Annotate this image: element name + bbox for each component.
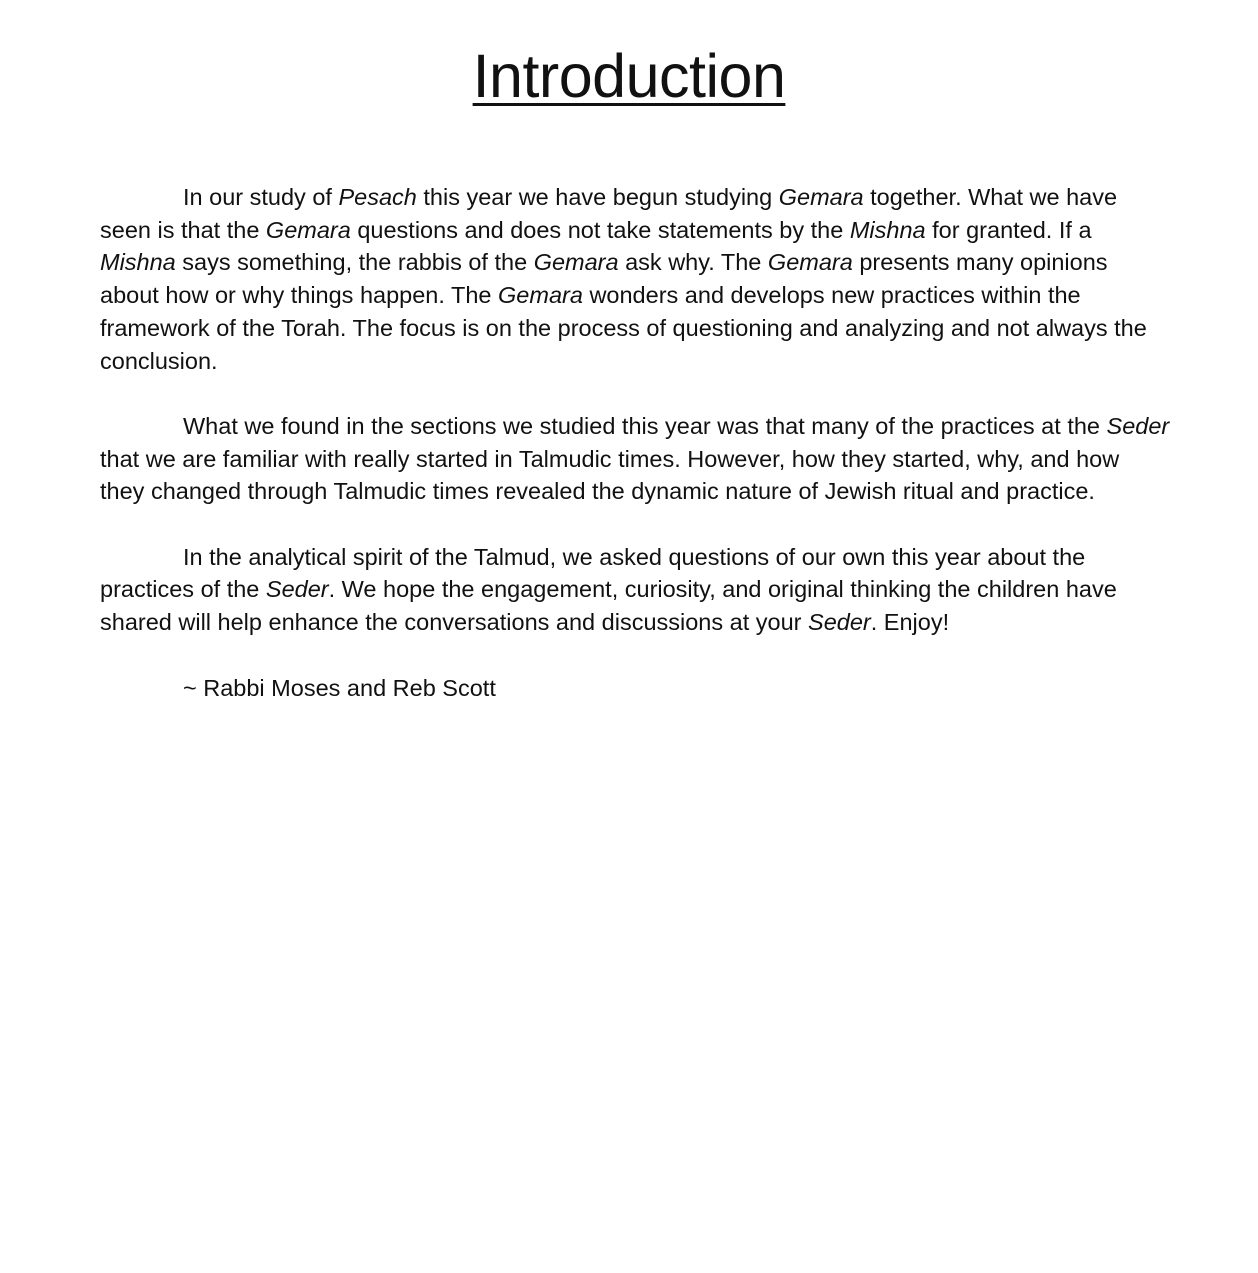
paragraph bbox=[100, 541, 1170, 639]
page-title: Introduction bbox=[472, 42, 786, 110]
italic-term: Gemara bbox=[778, 184, 864, 210]
italic-term: Gemara bbox=[498, 282, 583, 309]
text-run: In our study of bbox=[183, 184, 339, 210]
text-run: questions and does not take statements by the bbox=[350, 216, 850, 243]
italic-term: Mishna bbox=[849, 216, 926, 243]
text-run: says something, the rabbis of the bbox=[175, 249, 534, 276]
text-run: that we are familiar with really started in Talmudic times. However, how they started, why, and how they changed through Talmudic times revealed the dynamic nature of Jewish ritual and practice. bbox=[100, 445, 1120, 505]
italic-term: Seder bbox=[265, 576, 329, 603]
text-run: this year we have begun studying bbox=[416, 184, 779, 210]
paragraph bbox=[100, 410, 1170, 508]
italic-term: Mishna bbox=[100, 249, 176, 276]
text-run: wonders and develops new practices within the framework of the Torah. The focus is on the process of questioning and analyzing and not always the conclusion. bbox=[100, 282, 1147, 374]
text-run: together. What we have seen is that the bbox=[100, 184, 1118, 243]
italic-term: Gemara bbox=[265, 216, 351, 243]
italic-term: Pesach bbox=[338, 184, 417, 210]
text-run: In the analytical spirit of the Talmud, we asked questions of our own this year about the practices of the bbox=[100, 543, 1086, 603]
italic-term: Gemara bbox=[533, 249, 619, 276]
document-body bbox=[100, 181, 1170, 704]
text-run: . We hope the engagement, curiosity, and original thinking the children have shared will help enhance the conversations and discussions at your bbox=[100, 576, 1117, 636]
text-run: ask why. The bbox=[618, 249, 768, 276]
signature: ~ Rabbi Moses and Reb Scott bbox=[183, 674, 496, 701]
text-run: . Enjoy! bbox=[870, 609, 950, 636]
italic-term: Seder bbox=[1106, 412, 1170, 439]
paragraph bbox=[100, 181, 1170, 377]
text-run: presents many opinions about how or why things happen. The bbox=[100, 249, 1108, 309]
text-run: What we found in the sections we studied this year was that many of the practices at the bbox=[183, 412, 1107, 439]
italic-term: Seder bbox=[808, 609, 871, 636]
text-run: for granted. If a bbox=[925, 216, 1092, 243]
italic-term: Gemara bbox=[767, 249, 853, 276]
